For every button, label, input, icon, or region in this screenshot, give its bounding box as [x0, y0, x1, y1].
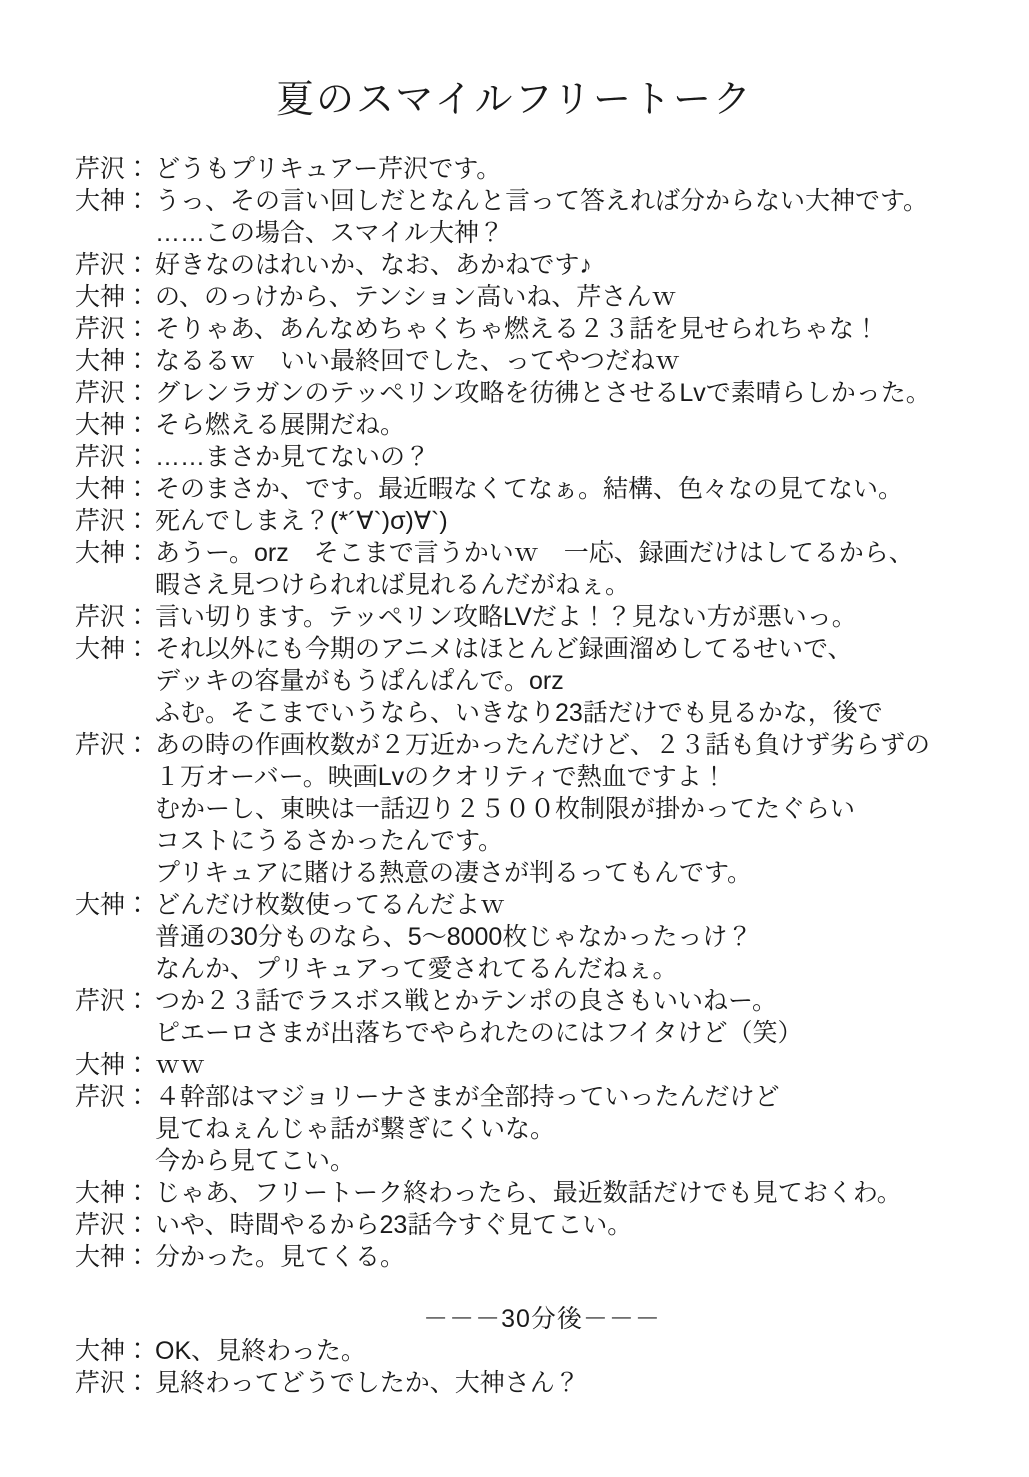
dialogue-line	[75, 473, 1009, 505]
dialogue-text: ……まさか見てないの？	[155, 443, 431, 471]
dialogue-text: どうもプリキュアー芹沢です。	[155, 155, 502, 183]
dialogue-entry	[75, 441, 1009, 473]
dialogue-entry	[75, 729, 1009, 889]
dialogue-line	[75, 1367, 1009, 1399]
dialogue-text: つか２３話でラスボス戦とかテンポの良さもいいねー。	[155, 987, 778, 1015]
speaker-name: 大神：	[75, 891, 151, 919]
speaker-name: 大神：	[75, 1243, 151, 1271]
dialogue-entry	[75, 409, 1009, 441]
dialogue-text: いや、時間やるから23話今すぐ見てこい。	[155, 1211, 633, 1239]
dialogue-text: そりゃあ、あんなめちゃくちゃ燃える２３話を見せられちゃな！	[155, 315, 880, 343]
dialogue-text: ４幹部はマジョリーナさまが全部持っていったんだけど	[155, 1083, 780, 1111]
dialogue-line	[75, 377, 1009, 409]
speaker-name: 大神：	[75, 411, 151, 439]
dialogue-line	[75, 1209, 1009, 1241]
dialogue-continuation-line: 暇さえ見つけられれば見れるんだがねぇ。	[155, 571, 631, 599]
speaker-name: 大神：	[75, 187, 151, 215]
dialogue-text: あうー。orz そこまで言うかいｗ 一応、録画だけはしてるから、	[155, 539, 914, 567]
dialogue-line	[75, 1049, 1009, 1081]
dialogue-body	[0, 153, 1029, 1399]
dialogue-line	[75, 985, 1009, 1017]
dialogue-text: それ以外にも今期のアニメはほとんど録画溜めしてるせいで、	[155, 635, 853, 663]
dialogue-text: そのまさか、です。最近暇なくてなぁ。結構、色々なの見てない。	[155, 475, 904, 503]
speaker-name: 大神：	[75, 347, 151, 375]
dialogue-text: OK、見終わった。	[155, 1337, 366, 1365]
dialogue-entry	[75, 1209, 1009, 1241]
dialogue-entry	[75, 1177, 1009, 1209]
dialogue-line	[75, 505, 1009, 537]
speaker-name: 大神：	[75, 1179, 151, 1207]
dialogue-entry	[75, 889, 1009, 985]
speaker-name: 大神：	[75, 475, 151, 503]
dialogue-line	[75, 313, 1009, 345]
page-title: 夏のスマイルフリートーク	[276, 79, 753, 121]
dialogue-continuation-line: ふむ。そこまでいうなら、いきなり23話だけでも見るかな，後で	[155, 699, 883, 727]
speaker-name: 大神：	[75, 635, 151, 663]
dialogue-text: 分かった。見てくる。	[155, 1243, 406, 1271]
dialogue-line	[75, 441, 1009, 473]
speaker-name: 大神：	[75, 1337, 151, 1365]
dialogue-entry	[75, 601, 1009, 633]
speaker-name: 芹沢：	[75, 155, 151, 183]
dialogue-line	[75, 729, 1009, 761]
dialogue-entry	[75, 249, 1009, 281]
dialogue-text: どんだけ枚数使ってるんだよｗ	[155, 891, 506, 919]
dialogue-continuation-line: ……この場合、スマイル大神？	[155, 219, 505, 247]
dialogue-line	[75, 185, 1009, 217]
dialogue-entry	[75, 1081, 1009, 1177]
dialogue-entry	[75, 537, 1009, 601]
dialogue-text: あの時の作画枚数が２万近かったんだけど、２３話も負けず劣らずの	[155, 731, 931, 759]
dialogue-entry	[75, 1241, 1009, 1273]
dialogue-text: グレンラガンのテッペリン攻略を彷彿とさせるLvで素晴らしかった。	[155, 379, 931, 407]
dialogue-entry	[75, 505, 1009, 537]
dialogue-line	[75, 345, 1009, 377]
dialogue-continuation-line: ピエーロさまが出落ちでやられたのにはフイタけど（笑）	[155, 1019, 803, 1047]
dialogue-text: うっ、その言い回しだとなんと言って答えれば分からない大神です。	[155, 187, 929, 215]
dialogue-line	[75, 1241, 1009, 1273]
speaker-name: 大神：	[75, 539, 151, 567]
dialogue-continuation-line: コストにうるさかったんです。	[155, 827, 504, 855]
dialogue-entry	[75, 985, 1009, 1049]
speaker-name: 芹沢：	[75, 507, 151, 535]
dialogue-continuation-line: プリキュアに賭ける熱意の凄さが判るってもんです。	[155, 859, 753, 887]
dialogue-line	[75, 281, 1009, 313]
dialogue-text: 見終わってどうでしたか、大神さん？	[155, 1369, 580, 1397]
dialogue-text: 死んでしまえ？(*´∀`)σ)∀`)	[155, 507, 448, 535]
dialogue-line	[75, 633, 1009, 665]
dialogue-line	[75, 1335, 1009, 1367]
dialogue-entry	[75, 281, 1009, 313]
dialogue-entry	[75, 313, 1009, 345]
scene-divider: －－－30分後－－－	[423, 1305, 661, 1333]
dialogue-continuation-line: むかーし、東映は一話辺り２５００枚制限が掛かってたぐらい	[155, 795, 856, 823]
dialogue-line	[75, 1177, 1009, 1209]
dialogue-text: の、のっけから、テンション高いね、芹さんｗ	[155, 283, 677, 311]
dialogue-line	[75, 153, 1009, 185]
dialogue-line	[75, 889, 1009, 921]
dialogue-continuation-line: 普通の30分ものなら、5〜8000枚じゃなかったっけ？	[155, 923, 753, 951]
speaker-name: 芹沢：	[75, 603, 151, 631]
dialogue-continuation-line: 見てねぇんじゃ話が繋ぎにくいな。	[155, 1115, 556, 1143]
dialogue-text: そら燃える展開だね。	[155, 411, 406, 439]
speaker-name: 芹沢：	[75, 987, 151, 1015]
dialogue-text: ｗｗ	[155, 1051, 206, 1079]
dialogue-text: 好きなのはれいか、なお、あかねです♪	[155, 251, 592, 279]
dialogue-entry	[75, 345, 1009, 377]
dialogue-entry	[75, 1367, 1009, 1399]
speaker-name: 芹沢：	[75, 1083, 151, 1111]
dialogue-text: じゃあ、フリートーク終わったら、最近数話だけでも見ておくわ。	[155, 1179, 902, 1207]
dialogue-entry	[75, 1049, 1009, 1081]
speaker-name: 大神：	[75, 283, 151, 311]
dialogue-entry	[75, 633, 1009, 729]
speaker-name: 芹沢：	[75, 731, 151, 759]
speaker-name: 芹沢：	[75, 1211, 151, 1239]
dialogue-line	[75, 1081, 1009, 1113]
dialogue-continuation-line: デッキの容量がもうぱんぱんで。orz	[155, 667, 564, 695]
dialogue-continuation-line: 今から見てこい。	[155, 1147, 356, 1175]
dialogue-line	[75, 601, 1009, 633]
speaker-name: 大神：	[75, 1051, 151, 1079]
speaker-name: 芹沢：	[75, 251, 151, 279]
dialogue-entry	[75, 1335, 1009, 1367]
dialogue-text: 言い切ります。テッペリン攻略LVだよ！？見ない方が悪いっ。	[155, 603, 857, 631]
speaker-name: 芹沢：	[75, 1369, 151, 1397]
dialogue-entry	[75, 377, 1009, 409]
dialogue-continuation-line: なんか、プリキュアって愛されてるんだねぇ。	[155, 955, 678, 983]
dialogue-line	[75, 249, 1009, 281]
speaker-name: 芹沢：	[75, 379, 151, 407]
dialogue-entry	[75, 185, 1009, 249]
dialogue-text: なるるｗ いい最終回でした、ってやつだねｗ	[155, 347, 681, 375]
speaker-name: 芹沢：	[75, 443, 151, 471]
dialogue-line	[75, 537, 1009, 569]
dialogue-continuation-line: １万オーバー。映画Lvのクオリティで熱血ですよ！	[155, 763, 727, 791]
dialogue-entry	[75, 153, 1009, 185]
speaker-name: 芹沢：	[75, 315, 151, 343]
dialogue-line	[75, 409, 1009, 441]
dialogue-entry	[75, 473, 1009, 505]
